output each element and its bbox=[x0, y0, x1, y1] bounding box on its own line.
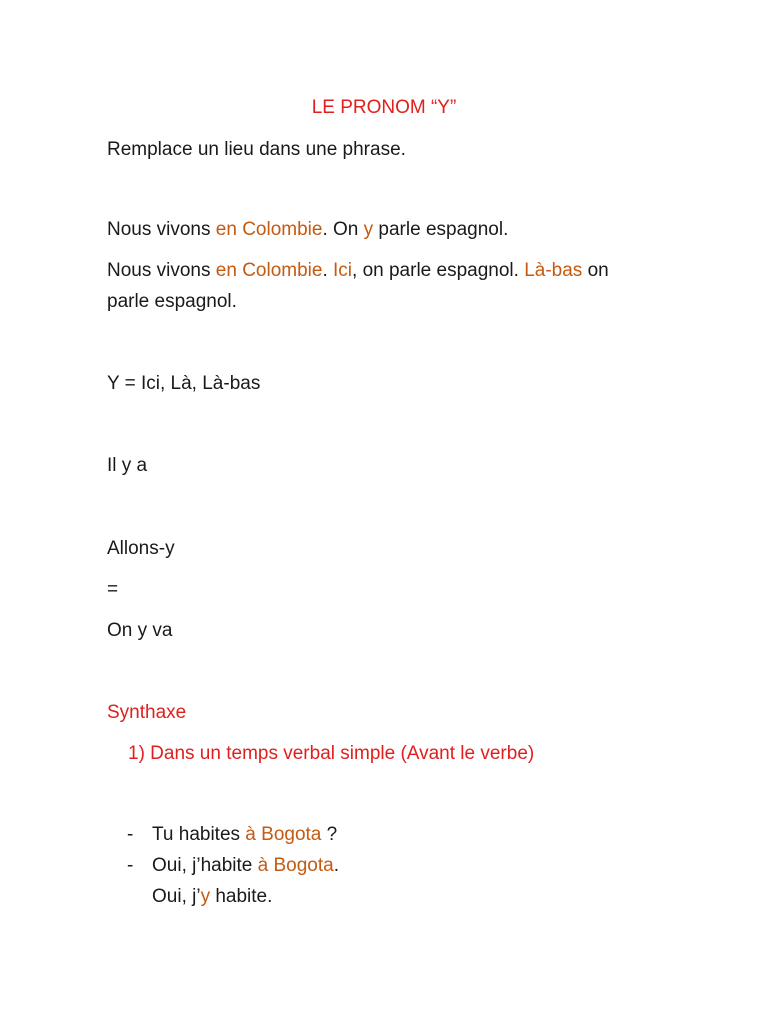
answer2-part-a: Oui, j’ bbox=[152, 886, 201, 907]
answer-part-c: . bbox=[333, 855, 339, 876]
on-y-va-text: On y va bbox=[107, 620, 173, 641]
example1-part-a: Nous vivons bbox=[107, 219, 216, 240]
dialogue-answer-with-y bbox=[152, 885, 272, 909]
syntax-rule-1: 1) Dans un temps verbal simple (Avant le verbe) bbox=[128, 743, 535, 764]
question-part-c: ? bbox=[321, 824, 338, 845]
dialogue-answer bbox=[152, 854, 339, 878]
example2-part-c: . bbox=[322, 260, 334, 281]
dialogue-question bbox=[152, 823, 337, 847]
allons-y-text: Allons-y bbox=[107, 538, 175, 559]
example2-part-e: , on parle espagnol. bbox=[352, 260, 525, 281]
example2-labas-highlight: Là-bas bbox=[524, 260, 583, 281]
answer2-part-c: habite. bbox=[210, 886, 273, 907]
answer-part-a: Oui, j’habite bbox=[152, 855, 258, 876]
example-sentence-2-line-1 bbox=[107, 259, 609, 283]
equivalence-text: Y = Ici, Là, Là-bas bbox=[107, 373, 261, 394]
question-part-a: Tu habites bbox=[152, 824, 246, 845]
example-sentence-1 bbox=[107, 218, 508, 242]
il-y-a-text: Il y a bbox=[107, 455, 148, 476]
example2-place-highlight: en Colombie bbox=[215, 260, 323, 281]
example-sentence-2-line-2: parle espagnol. bbox=[107, 291, 237, 312]
syntax-heading: Synthaxe bbox=[107, 702, 187, 723]
answer2-pronoun-y: y bbox=[200, 886, 211, 907]
example1-pronoun-y: y bbox=[363, 219, 374, 240]
list-bullet-dash: - bbox=[127, 855, 134, 876]
example2-ici-highlight: Ici bbox=[333, 260, 353, 281]
page-title: LE PRONOM “Y” bbox=[311, 97, 457, 118]
example1-part-c: . On bbox=[322, 219, 364, 240]
question-place-highlight: à Bogota bbox=[245, 824, 322, 845]
answer-place-highlight: à Bogota bbox=[257, 855, 334, 876]
equals-sign: = bbox=[107, 579, 119, 600]
example2-part-a: Nous vivons bbox=[107, 260, 216, 281]
intro-text: Remplace un lieu dans une phrase. bbox=[107, 139, 406, 160]
example2-part-g: on bbox=[582, 260, 609, 281]
example1-place-highlight: en Colombie bbox=[215, 219, 323, 240]
list-bullet-dash: - bbox=[127, 824, 134, 845]
example1-part-e: parle espagnol. bbox=[373, 219, 509, 240]
